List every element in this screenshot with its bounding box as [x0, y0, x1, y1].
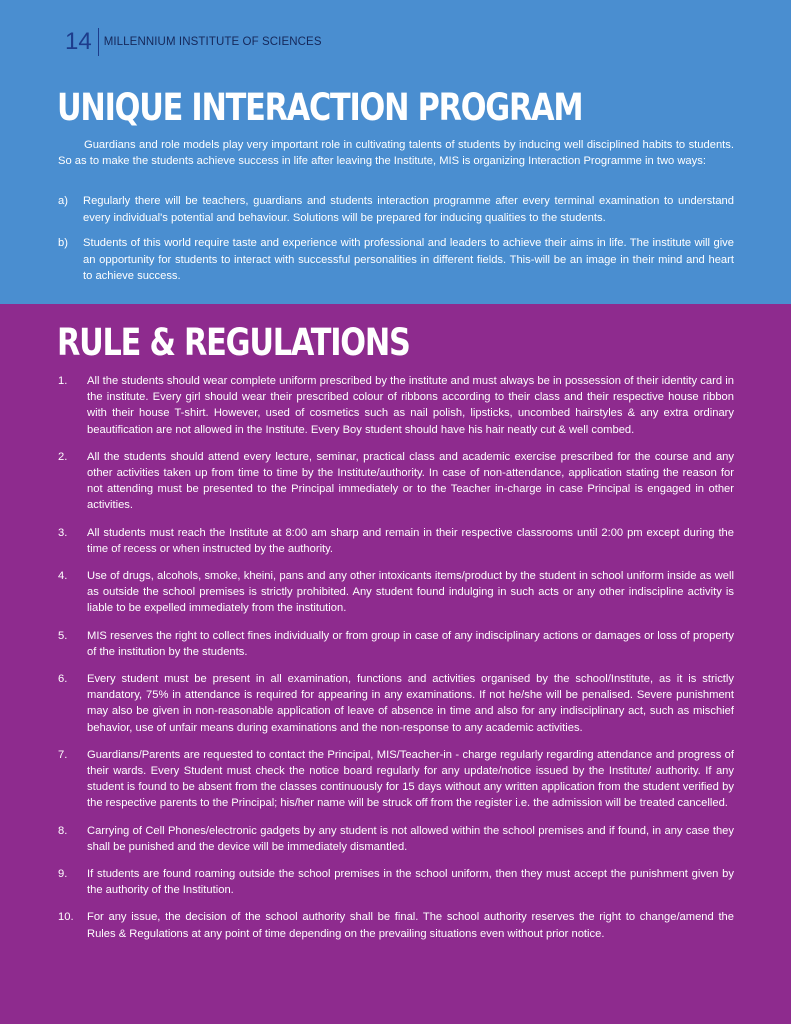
list-item [58, 193, 734, 226]
list-text: All the students should wear complete uniform prescribed by the institute and must always be in possession of their identity card in the institute. Every girl should wear their prescribed colour of ribbons according to their class and their respective house ribbon with their house T-shirt. However, used of cosmetics such as nail polish, lipsticks, uncombed hairstyles & any extra ordinary beautification are not allowed in the Institute. Every Boy student should have his hair neatly cut & well combed. [87, 375, 734, 436]
list-text: For any issue, the decision of the school authority shall be final. The school authority reserves the right to change/amend the Rules & Regulations at any point of time depending on the prevailing situations even without prior notice. [87, 911, 734, 940]
list-text: Regularly there will be teachers, guardians and students interaction programme after every terminal examination to understand every individual's potential and behaviour. Solutions will be prepared for inducing qualities to the students. [83, 195, 734, 224]
list-marker: 10. [58, 911, 74, 924]
list-marker: 2. [58, 450, 68, 463]
list-marker: 3. [58, 526, 68, 539]
list-item [58, 909, 734, 941]
list-marker: 7. [58, 748, 68, 761]
list-text: Carrying of Cell Phones/electronic gadgets by any student is not allowed within the school premises and if found, in any case they shall be punished and the device will be immediately dismantled. [87, 824, 734, 853]
list-text: Students of this world require taste and experience with professional and leaders to achieve their aims in life. The institute will give an opportunity for students to interact with successful personalities in different fields. This-will be an image in their mind and heart to achieve success. [83, 237, 734, 282]
list-item [58, 671, 734, 736]
list-item [58, 525, 734, 557]
page-header [65, 27, 322, 57]
list-text: If students are found roaming outside the school premises in the school uniform, then they must accept the punishment given by the authority of the Institution. [87, 868, 734, 897]
rules-list [58, 373, 734, 953]
list-marker: 9. [58, 868, 68, 881]
list-item [58, 449, 734, 514]
list-text: Guardians/Parents are requested to contact the Principal, MIS/Teacher-in - charge regularly regarding attendance and progress of their wards. Every Student must check the notice board regularly for any update/notice issued by the Institute/ authority. If any student is found to be absent from the classes continuously for 15 days without any written application from the student verified by the respective parents to the Principal; his/her name will be struck off from the register i.e. the admission will be treated cancelled. [87, 748, 734, 810]
institute-name: MILLENNIUM INSTITUTE OF SCIENCES [103, 36, 322, 48]
list-text: MIS reserves the right to collect fines individually or from group in case of any indisciplinary actions or damages or loss of property of the institution by the students. [87, 629, 734, 658]
interaction-intro: Guardians and role models play very important role in cultivating talents of students by inducing well disciplined habits to students. So as to make the students achieve success in life after leaving the Institute, MIS is organizing Interaction Programme in two ways: [58, 139, 734, 167]
list-item [58, 628, 734, 660]
list-item [58, 823, 734, 855]
list-marker: b) [58, 237, 68, 249]
list-text: All the students should attend every lecture, seminar, practical class and academic exercise prescribed for the course and any other activities taken up from time to time by the Institute/authority. In case of non-attendance, application stating the reason for not attending must be presented to the Principal immediately or to the Teacher in-charge in case Principal is engaged in other activities. [87, 450, 734, 512]
list-item [58, 866, 734, 898]
list-marker: 6. [58, 673, 68, 686]
list-marker: 8. [58, 824, 68, 837]
list-marker: 5. [58, 629, 68, 642]
list-marker: 4. [58, 570, 68, 583]
list-item [58, 568, 734, 617]
interaction-list [58, 193, 734, 294]
page-number: 14 [65, 28, 99, 56]
list-text: Use of drugs, alcohols, smoke, kheini, pans and any other intoxicants items/product by the student in school uniform inside as well as outside the school premises is strictly prohibited. Any student found indulging in such acts or any other indiscipline activity is liable to be expelled immediately from the institution. [87, 570, 734, 615]
interaction-title: UNIQUE INTERACTION PROGRAM [57, 86, 583, 129]
list-marker: 1. [58, 375, 68, 387]
list-text: Every student must be present in all examination, functions and activities organised by the school/Institute, as it is strictly mandatory, 75% in attendance is required for appearing in any examinations. If not he/she will be penalised. Severe punishment may also be given in non-reasonable application of leave of absence in time and also for any indisciplinary act, such as mischief behavior, use of unfair means during examinations and the non-response to any academic activities. [87, 673, 734, 734]
list-item [58, 747, 734, 812]
list-item [58, 373, 734, 438]
list-text: All students must reach the Institute at 8:00 am sharp and remain in their respective classrooms until 2:00 pm except during the time of recess or when instructed by the authority. [87, 526, 734, 555]
list-item [58, 235, 734, 285]
rules-title: RULE & REGULATIONS [57, 321, 410, 364]
list-marker: a) [58, 195, 68, 207]
